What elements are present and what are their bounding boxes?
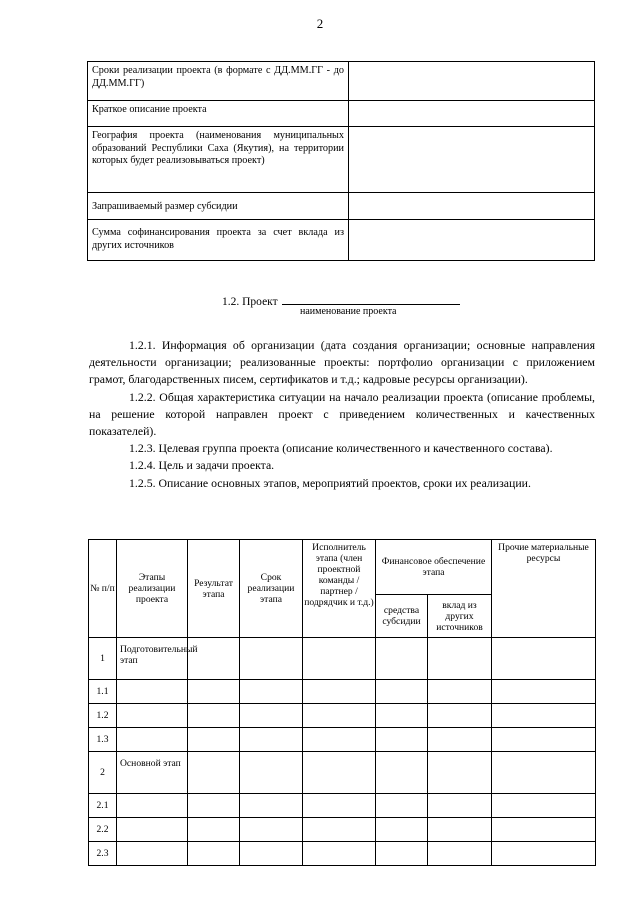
header-finance: Финансовое обеспечение этапа (376, 540, 492, 595)
cell-term[interactable] (240, 638, 303, 680)
row-number: 2.1 (89, 794, 117, 818)
cell-executor[interactable] (303, 842, 376, 866)
table-row (89, 638, 596, 680)
cell-other-sources[interactable] (428, 680, 492, 704)
row-stage-name[interactable] (117, 728, 188, 752)
info-row-cofinancing (88, 220, 595, 261)
table-row (89, 752, 596, 794)
row-stage-name[interactable]: Основной этап (117, 752, 188, 794)
cell-result[interactable] (188, 728, 240, 752)
cell-other-sources[interactable] (428, 818, 492, 842)
row-stage-name[interactable] (117, 842, 188, 866)
cell-subsidy[interactable] (376, 752, 428, 794)
project-stages-table (88, 539, 596, 866)
cell-executor[interactable] (303, 818, 376, 842)
cell-result[interactable] (188, 704, 240, 728)
cell-term[interactable] (240, 680, 303, 704)
header-num: № п/п (89, 540, 117, 638)
cell-term[interactable] (240, 794, 303, 818)
cell-resources[interactable] (492, 728, 596, 752)
info-label-cofinancing: Сумма софинансирования проекта за счет вклада из других источников (88, 220, 349, 261)
header-executor: Исполнитель этапа (член проектной команды / партнер / подрядчик и т.д.) (303, 540, 376, 638)
cell-subsidy[interactable] (376, 680, 428, 704)
cell-subsidy[interactable] (376, 842, 428, 866)
paragraph-1-2-3: 1.2.3. Целевая группа проекта (описание количественного и качественного состава). (129, 441, 553, 456)
cell-term[interactable] (240, 704, 303, 728)
paragraph-1-2-1: 1.2.1. Информация об организации (дата создания организации; основные направления деятельности организации; реализованные проекты: портфолио организации с приложением грамот, благодарственных писем, сертификатов и т.д.; кадровые ресурсы организации). (89, 338, 595, 387)
cell-subsidy[interactable] (376, 638, 428, 680)
table-row (89, 728, 596, 752)
info-value-terms[interactable] (349, 62, 595, 101)
project-name-blank[interactable] (282, 292, 460, 305)
row-stage-name[interactable] (117, 818, 188, 842)
cell-executor[interactable] (303, 680, 376, 704)
header-term: Срок реализации этапа (240, 540, 303, 638)
row-number: 1.2 (89, 704, 117, 728)
page-number: 2 (316, 16, 324, 31)
row-stage-name[interactable] (117, 704, 188, 728)
cell-result[interactable] (188, 842, 240, 866)
info-label-description: Краткое описание проекта (88, 101, 349, 127)
table-row (89, 818, 596, 842)
info-row-description (88, 101, 595, 127)
table-row (89, 794, 596, 818)
section-body (89, 337, 595, 492)
cell-result[interactable] (188, 794, 240, 818)
cell-term[interactable] (240, 842, 303, 866)
cell-term[interactable] (240, 818, 303, 842)
cell-term[interactable] (240, 728, 303, 752)
project-label: 1.2. Проект (222, 296, 278, 308)
info-value-description[interactable] (349, 101, 595, 127)
info-label-terms: Сроки реализации проекта (в формате с ДД.ММ.ГГ - до ДД.ММ.ГГ) (88, 62, 349, 101)
cell-executor[interactable] (303, 704, 376, 728)
cell-result[interactable] (188, 680, 240, 704)
cell-subsidy[interactable] (376, 818, 428, 842)
info-value-geography[interactable] (349, 127, 595, 193)
info-row-subsidy (88, 193, 595, 220)
cell-other-sources[interactable] (428, 842, 492, 866)
table-row (89, 842, 596, 866)
cell-resources[interactable] (492, 638, 596, 680)
row-number: 2.2 (89, 818, 117, 842)
row-number: 2 (89, 752, 117, 794)
header-resources: Прочие материальные ресурсы (492, 540, 596, 638)
row-number: 1.1 (89, 680, 117, 704)
paragraph-1-2-5: 1.2.5. Описание основных этапов, мероприятий проектов, сроки их реализации. (129, 475, 531, 490)
cell-resources[interactable] (492, 818, 596, 842)
cell-term[interactable] (240, 752, 303, 794)
cell-result[interactable] (188, 818, 240, 842)
cell-executor[interactable] (303, 728, 376, 752)
row-stage-name[interactable]: Подготовительный этап (117, 638, 188, 680)
paragraph-1-2-4: 1.2.4. Цель и задачи проекта. (129, 458, 275, 473)
table-row (89, 704, 596, 728)
header-result: Результат этапа (188, 540, 240, 638)
cell-other-sources[interactable] (428, 752, 492, 794)
info-value-cofinancing[interactable] (349, 220, 595, 261)
table-row (89, 680, 596, 704)
cell-resources[interactable] (492, 704, 596, 728)
cell-other-sources[interactable] (428, 728, 492, 752)
paragraph-1-2-2: 1.2.2. Общая характеристика ситуации на начало реализации проекта (описание проблемы, на решение которой направлен проект с приведением количественных и качественных показателей). (89, 389, 595, 439)
cell-subsidy[interactable] (376, 794, 428, 818)
header-other-sources: вклад из других источников (428, 595, 492, 638)
info-row-terms (88, 62, 595, 101)
cell-subsidy[interactable] (376, 704, 428, 728)
cell-other-sources[interactable] (428, 704, 492, 728)
cell-other-sources[interactable] (428, 794, 492, 818)
cell-executor[interactable] (303, 752, 376, 794)
row-number: 1 (89, 638, 117, 680)
row-stage-name[interactable] (117, 794, 188, 818)
cell-resources[interactable] (492, 842, 596, 866)
project-caption: наименование проекта (300, 306, 397, 317)
info-label-geography: География проекта (наименования муниципальных образований Республики Саха (Якутия), на территории которых будет реализовываться проект) (88, 127, 349, 193)
info-value-subsidy[interactable] (349, 193, 595, 220)
cell-result[interactable] (188, 752, 240, 794)
info-label-subsidy: Запрашиваемый размер субсидии (88, 193, 349, 220)
cell-subsidy[interactable] (376, 728, 428, 752)
project-info-table (87, 61, 595, 261)
cell-other-sources[interactable] (428, 638, 492, 680)
cell-resources[interactable] (492, 752, 596, 794)
row-stage-name[interactable] (117, 680, 188, 704)
row-number: 2.3 (89, 842, 117, 866)
header-stages: Этапы реализации проекта (117, 540, 188, 638)
cell-executor[interactable] (303, 794, 376, 818)
info-row-geography (88, 127, 595, 193)
cell-executor[interactable] (303, 638, 376, 680)
row-number: 1.3 (89, 728, 117, 752)
header-subsidy: средства субсидии (376, 595, 428, 638)
cell-resources[interactable] (492, 794, 596, 818)
cell-resources[interactable] (492, 680, 596, 704)
